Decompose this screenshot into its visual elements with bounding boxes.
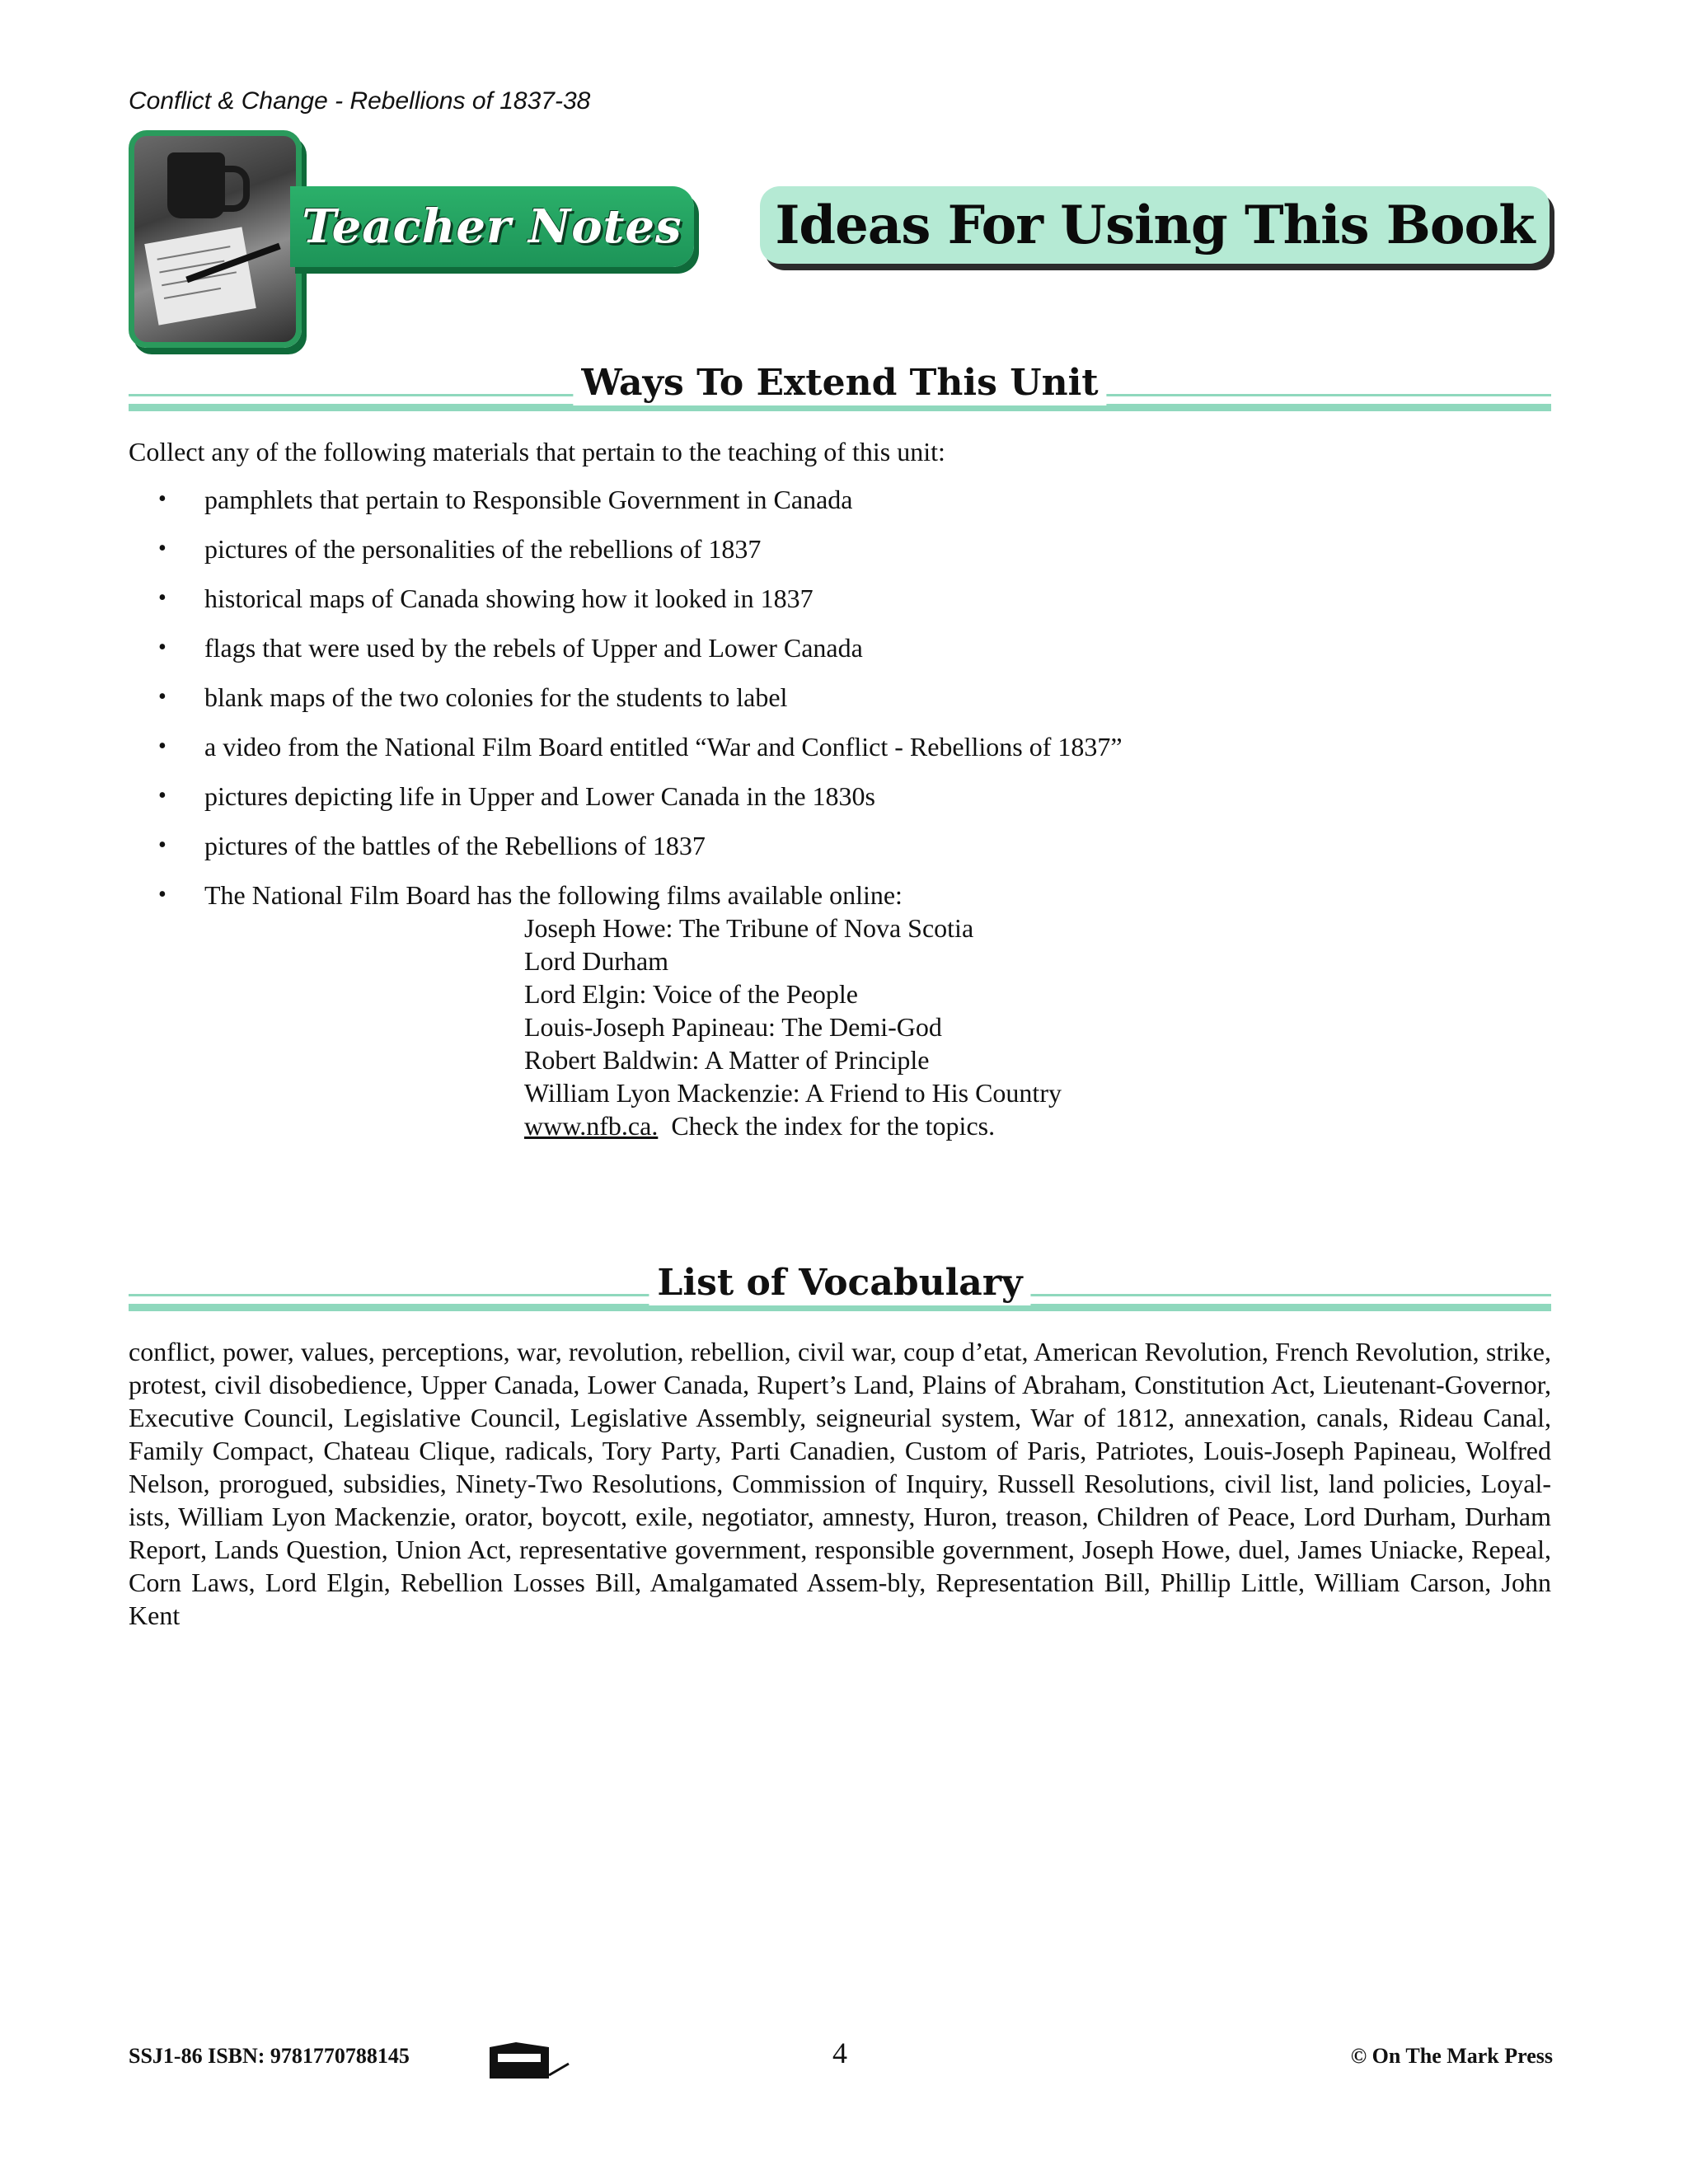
page-number: 4: [832, 2036, 847, 2069]
film-title: Lord Durham: [524, 946, 669, 976]
film-title: William Lyon Mackenzie: A Friend to His Country: [524, 1078, 1062, 1108]
film-title: Joseph Howe: The Tribune of Nova Scotia: [524, 913, 974, 943]
list-item: • pictures of the battles of the Rebellions of 1837: [158, 831, 706, 860]
heading-list-of-vocabulary: List of Vocabulary: [649, 1261, 1030, 1305]
list-item: • pamphlets that pertain to Responsible Government in Canada: [158, 485, 853, 514]
page-title-pill: [760, 186, 1550, 264]
list-item: • The National Film Board has the following films available online:: [158, 880, 903, 910]
section-heading-extend: [129, 361, 1551, 405]
footer-code-isbn: SSJ1-86 ISBN: 9781770788145: [129, 2044, 410, 2068]
teacher-notes-photo: [129, 130, 302, 348]
film-title: Robert Baldwin: A Matter of Principle: [524, 1045, 930, 1075]
list-item: • pictures depicting life in Upper and Lower Canada in the 1830s: [158, 781, 875, 811]
extend-intro: Collect any of the following materials that pertain to the teaching of this unit:: [129, 437, 945, 466]
list-item: • a video from the National Film Board entitled “War and Conflict - Rebellions of 1837”: [158, 732, 1123, 762]
running-head: Conflict & Change - Rebellions of 1837-38: [129, 87, 591, 115]
film-link-line: [524, 1109, 1062, 1142]
list-item: • pictures of the personalities of the rebellions of 1837: [158, 534, 762, 564]
list-item: • flags that were used by the rebels of Upper and Lower Canada: [158, 633, 863, 663]
book-logo-icon: [483, 2039, 575, 2085]
link-note: Check the index for the topics.: [671, 1111, 996, 1141]
teacher-notes-banner: [290, 186, 694, 267]
film-list: [524, 912, 1062, 1142]
page-title: Ideas For Using This Book: [775, 194, 1535, 256]
film-title: Lord Elgin: Voice of the People: [524, 979, 858, 1009]
vocabulary-text: conflict, power, values, perceptions, war, revolution, rebellion, civil war, coup d’etat, American Revolution, French Revolution, strike, protest, civil disobedience, Upper Canada, Lower Canada, Rupert’s Land, Plains of Abraham, Constitution Act, Lieutenant-Governor, Executive Council, Legislative Council, Legislative Assembly, seigneurial system, War of 1812, annexation, canals, Rideau Canal, Family Compact, Chateau Clique, radicals, Tory Party, Parti Canadien, Custom of Paris, Patriotes, Louis-Joseph Papineau, Wolfred Nelson, prorogued, subsidies, Ninety-Two Resolutions, Commission of Inquiry, Russell Resolutions, civil list, land policies, Loyal-ists, William Lyon Mackenzie, orator, boycott, exile, negotiator, amnesty, Huron, treason, Children of Peace, Lord Durham, Durham Report, Lands Question, Union Act, representative government, responsible government, Joseph Howe, duel, James Uniacke, Repeal, Corn Laws, Lord Elgin, Rebellion Losses Bill, Amalgamated Assem-bly, Representation Bill, Phillip Little, William Carson, John Kent: [129, 1337, 1551, 1630]
heading-ways-to-extend: Ways To Extend This Unit: [573, 361, 1106, 405]
footer-copyright: © On The Mark Press: [1350, 2044, 1553, 2068]
section-heading-vocabulary: [129, 1261, 1551, 1305]
teacher-notes-label: Teacher Notes: [302, 199, 682, 254]
coffee-mug-icon: [167, 152, 225, 218]
list-item: • blank maps of the two colonies for the students to label: [158, 682, 788, 712]
materials-list: [129, 475, 1530, 920]
list-item: • historical maps of Canada showing how it looked in 1837: [158, 583, 814, 613]
nfb-link[interactable]: www.nfb.ca.: [524, 1111, 659, 1141]
film-title: Louis-Joseph Papineau: The Demi-God: [524, 1012, 942, 1042]
